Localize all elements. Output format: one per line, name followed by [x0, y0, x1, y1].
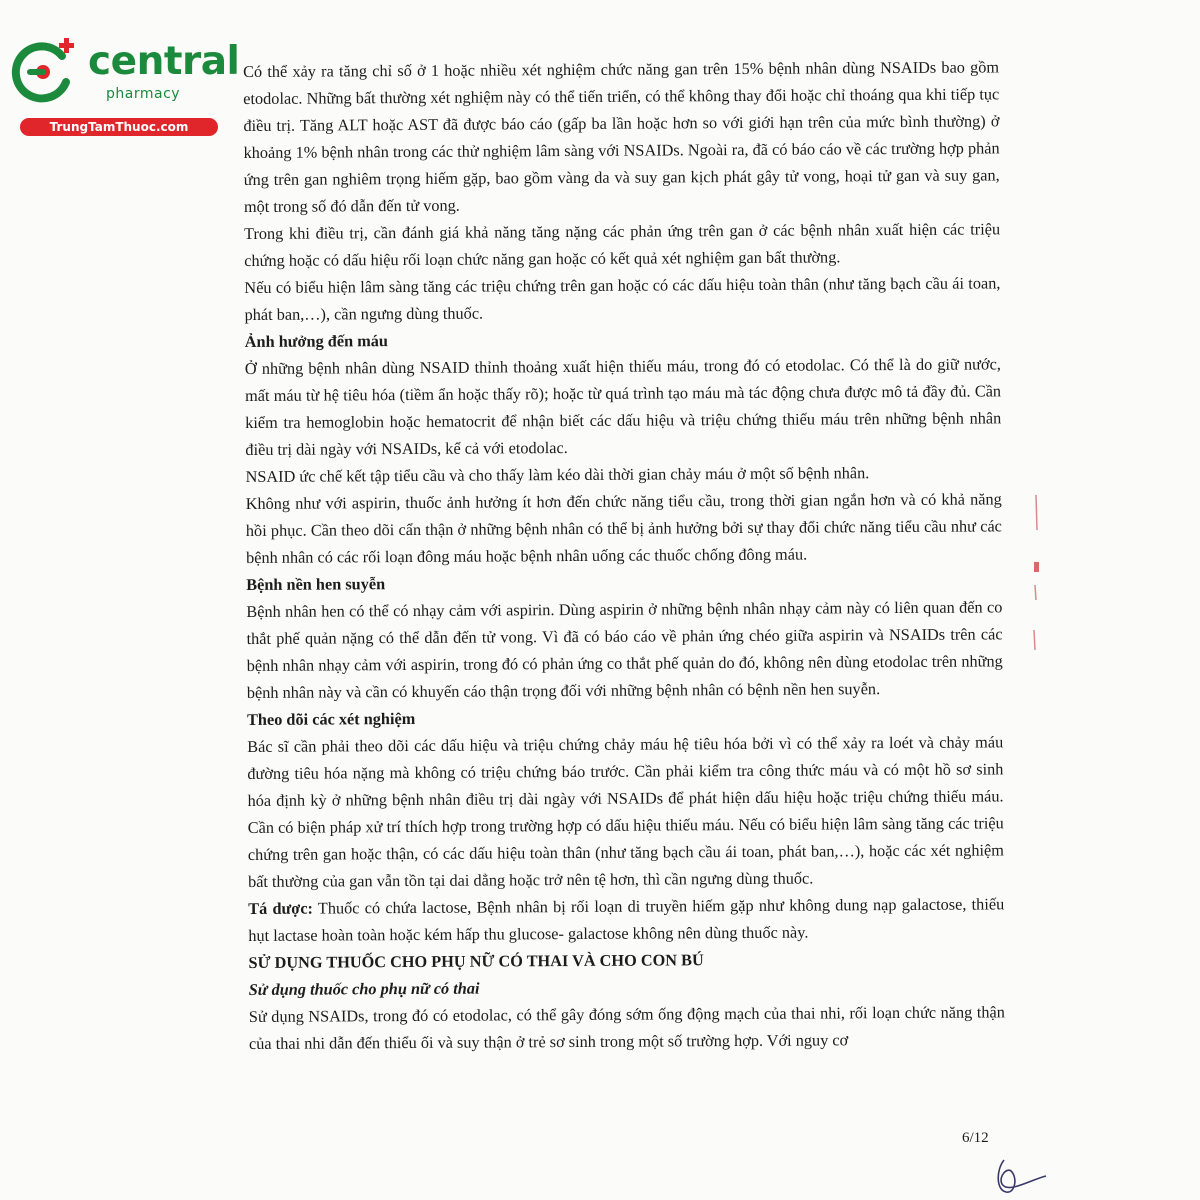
logo-site-name: TrungTamThuoc.com [20, 118, 218, 136]
excipient-paragraph [248, 890, 1004, 949]
section-heading-pregnancy: SỬ DỤNG THUỐC CHO PHỤ NỮ CÓ THAI VÀ CHO CON BÚ [248, 950, 704, 972]
signature-icon [990, 1150, 1050, 1200]
paragraph: Không như với aspirin, thuốc ảnh hưởng ít hơn đến chức năng tiểu cầu, trong thời gian ngắn hơn và có khả năng hồi phục. Cần theo dõi cẩn thận ở những bệnh nhân có thể bị ảnh hưởng bởi sự thay đổi chức năng tiểu cầu như các bệnh nhân có các rối loạn đông máu hoặc bệnh nhân uống các thuốc chống đông máu. [245, 489, 1002, 567]
central-logo-mark-icon [10, 36, 80, 106]
paragraph: Bác sĩ cần phải theo dõi các dấu hiệu và triệu chứng chảy máu hệ tiêu hóa bởi vì có thể xảy ra loét và chảy máu đường tiêu hóa nặng mà không có triệu chứng báo trước. Cần phải kiểm tra công thức máu và có một hồ sơ sinh hóa định kỳ ở những bệnh nhân điều trị dài ngày với NSAIDs để phát hiện dấu hiệu hoặc triệu chứng thiếu máu. Cần có biện pháp xử trí thích hợp trong trường hợp có dấu hiệu thiếu máu. Nếu có biểu hiện lâm sàng tăng các triệu chứng trên gan hoặc thận, có các dấu hiệu toàn thân (như tăng bạch cầu ái toan, phát ban,…), hoặc các xét nghiệm bất thường của gan vẫn tồn tại dai dẳng hoặc trở nên tệ hơn, thì cần ngưng dùng thuốc. [247, 732, 1004, 891]
paragraph: Trong khi điều trị, cần đánh giá khả năng tăng nặng các phản ứng trên gan ở các bệnh nhân xuất hiện các triệu chứng hoặc có dấu hiệu rối loạn chức năng gan hoặc có kết quả xét nghiệm gan bất thường. [244, 219, 1001, 270]
excipient-text: Thuốc có chứa lactose, Bệnh nhân bị rối loạn di truyền hiếm gặp như không dung nạp galactose, thiếu hụt lactase hoàn toàn hoặc kém hấp thu glucose- galactose không nên dùng thuốc này. [248, 894, 1005, 945]
document-body [243, 53, 1005, 1057]
margin-stamp-marks-icon [1028, 490, 1042, 660]
section-heading-tests: Theo dõi các xét nghiệm [246, 708, 416, 729]
paragraph: NSAID ức chế kết tập tiểu cầu và cho thấy làm kéo dài thời gian chảy máu ở một số bệnh nhân. [245, 463, 870, 486]
section-heading-asthma: Bệnh nền hen suyễn [246, 574, 386, 594]
logo-subtitle: pharmacy [106, 86, 181, 102]
paragraph: Sử dụng NSAIDs, trong đó có etodolac, có thể gây đóng sớm ống động mạch của thai nhi, rối loạn chức năng thận của thai nhi dẫn đến thiểu ối và suy thận ở trẻ sơ sinh trong một số trường hợp. Với nguy cơ [248, 1002, 1005, 1053]
page-number: 6/12 [962, 1130, 989, 1146]
paragraph: Nếu có biểu hiện lâm sàng tăng các triệu chứng trên gan hoặc có các dấu hiệu toàn thân (như tăng bạch cầu ái toan, phát ban,…), cần ngưng dùng thuốc. [244, 273, 1001, 324]
excipient-label: Tá dược: [248, 898, 314, 918]
paragraph: Ở những bệnh nhân dùng NSAID thỉnh thoảng xuất hiện thiếu máu, trong đó có etodolac. Có thể là do giữ nước, mất máu từ hệ tiêu hóa (tiềm ẩn hoặc thấy rõ); hoặc từ quá trình tạo máu mà tác động chưa được mô tả đầy đủ. Cần kiểm tra hemoglobin hoặc hematocrit để nhận biết các dấu hiệu và triệu chứng thiếu máu trên những bệnh nhân điều trị dài ngày với NSAIDs, kể cả với etodolac. [244, 354, 1002, 459]
paragraph: Bệnh nhân hen có thể có nhạy cảm với aspirin. Dùng aspirin ở những bệnh nhân nhạy cảm này có liên quan đến co thắt phế quản nặng có thể dẫn đến tử vong. Vì đã có báo cáo về phản ứng chéo giữa aspirin và NSAIDs trên các bệnh nhân nhạy cảm với aspirin, trong đó có phản ứng co thắt phế quản do đó, không nên dùng etodolac trên những bệnh nhân này và cần có khuyến cáo thận trọng đối với những bệnh nhân có bệnh nền hen suyễn. [246, 597, 1003, 702]
logo-brand: central [88, 39, 240, 84]
paragraph: Có thể xảy ra tăng chỉ số ở 1 hoặc nhiều xét nghiệm chức năng gan trên 15% bệnh nhân dùng NSAIDs bao gồm etodolac. Những bất thường xét nghiệm này có thể tiến triển, có thể không thay đổi hoặc chỉ thoáng qua khi tiếp tục điều trị. Tăng ALT hoặc AST đã được báo cáo (gấp ba lần hoặc hơn so với giới hạn trên của mức bình thường) ở khoảng 1% bệnh nhân trong các thử nghiệm lâm sàng với NSAIDs. Ngoài ra, đã có báo cáo về các trường hợp phản ứng trên gan nghiêm trọng hiếm gặp, bao gồm vàng da và suy gan kịch phát gây tử vong, hoại tử gan và suy gan, một trong số đó dẫn đến tử vong. [243, 57, 1000, 216]
subheading-pregnant-women: Sử dụng thuốc cho phụ nữ có thai [248, 978, 480, 999]
central-pharmacy-logo [10, 36, 240, 136]
section-heading-blood: Ảnh hưởng đến máu [244, 331, 389, 351]
